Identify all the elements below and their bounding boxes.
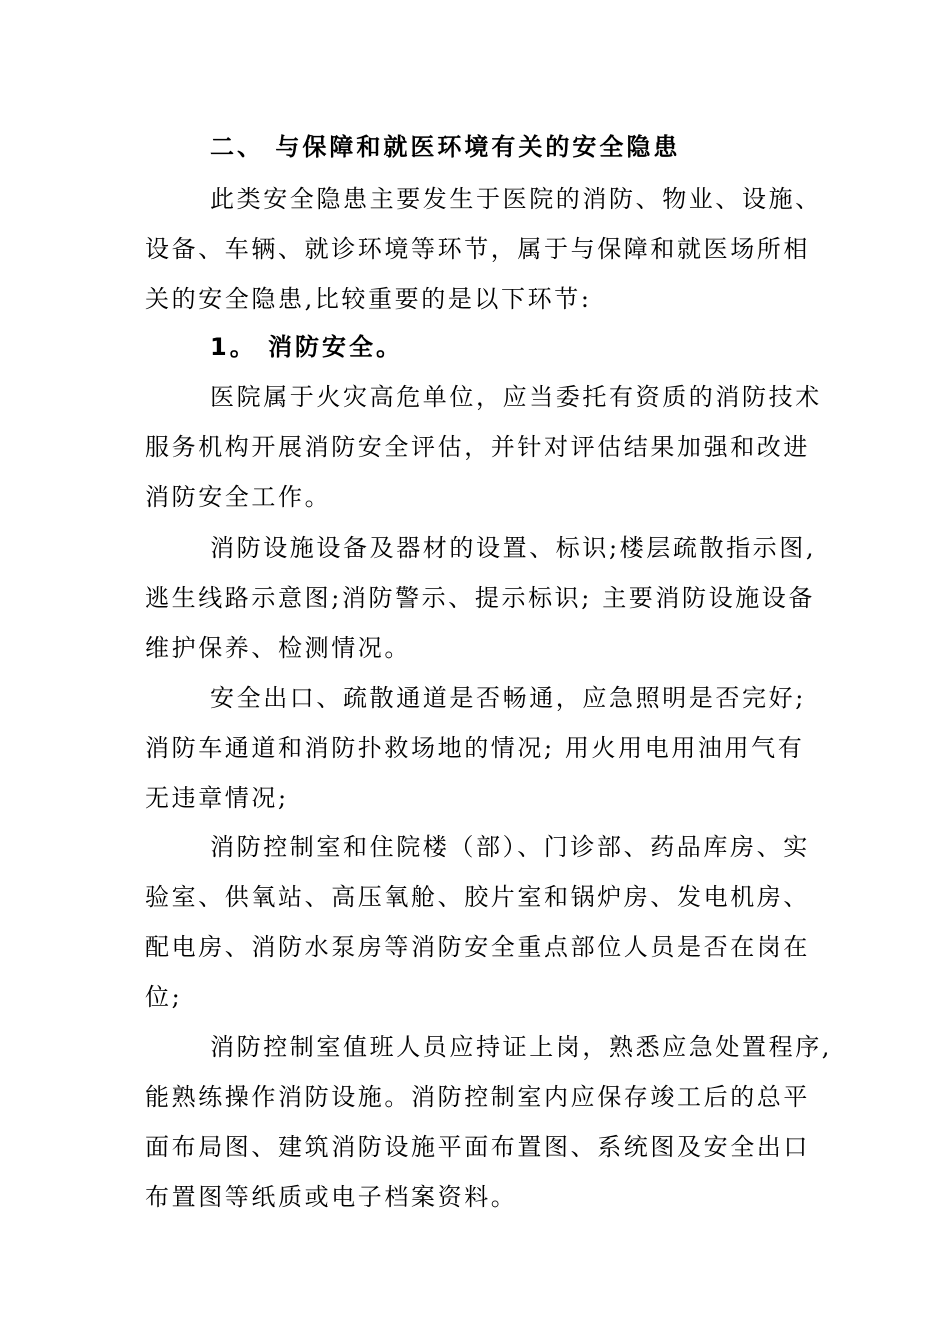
intro-line-3: 关的安全隐患,比较重要的是以下环节:	[145, 285, 592, 313]
para2-line-3: 维护保养、检测情况。	[145, 634, 411, 662]
intro-line-1: 此类安全隐患主要发生于医院的消防、物业、设施、	[210, 185, 822, 213]
item-heading-fire-safety: 1。 消防安全。	[210, 333, 404, 361]
para5-line-2: 能熟练操作消防设施。消防控制室内应保存竣工后的总平	[145, 1083, 810, 1111]
para2-line-2: 逃生线路示意图;消防警示、提示标识; 主要消防设施设备	[145, 584, 815, 612]
para2-line-1: 消防设施设备及器材的设置、标识;楼层疏散指示图,	[210, 534, 817, 562]
para1-line-3: 消防安全工作。	[145, 483, 332, 511]
intro-line-2: 设备、车辆、就诊环境等环节，属于与保障和就医场所相	[145, 235, 810, 263]
para4-line-4: 位;	[145, 983, 183, 1011]
para4-line-1: 消防控制室和住院楼（部）、门诊部、药品库房、实	[210, 833, 810, 861]
para1-line-2: 服务机构开展消防安全评估，并针对评估结果加强和改进	[145, 433, 810, 461]
para5-line-1: 消防控制室值班人员应持证上岗，熟悉应急处置程序,	[210, 1033, 833, 1061]
para3-line-1: 安全出口、疏散通道是否畅通，应急照明是否完好;	[210, 684, 806, 712]
para4-line-2: 验室、供氧站、高压氧舱、胶片室和锅炉房、发电机房、	[145, 883, 810, 911]
para5-line-4: 布置图等纸质或电子档案资料。	[145, 1183, 518, 1211]
section-heading: 二、 与保障和就医环境有关的安全隐患	[210, 133, 681, 161]
para4-line-3: 配电房、消防水泵房等消防安全重点部位人员是否在岗在	[145, 933, 810, 961]
para3-line-3: 无违章情况;	[145, 784, 289, 812]
para1-line-1: 医院属于火灾高危单位，应当委托有资质的消防技术	[210, 383, 822, 411]
para3-line-2: 消防车通道和消防扑救场地的情况; 用火用电用油用气有	[145, 734, 805, 762]
para5-line-3: 面布局图、建筑消防设施平面布置图、系统图及安全出口	[145, 1133, 810, 1161]
